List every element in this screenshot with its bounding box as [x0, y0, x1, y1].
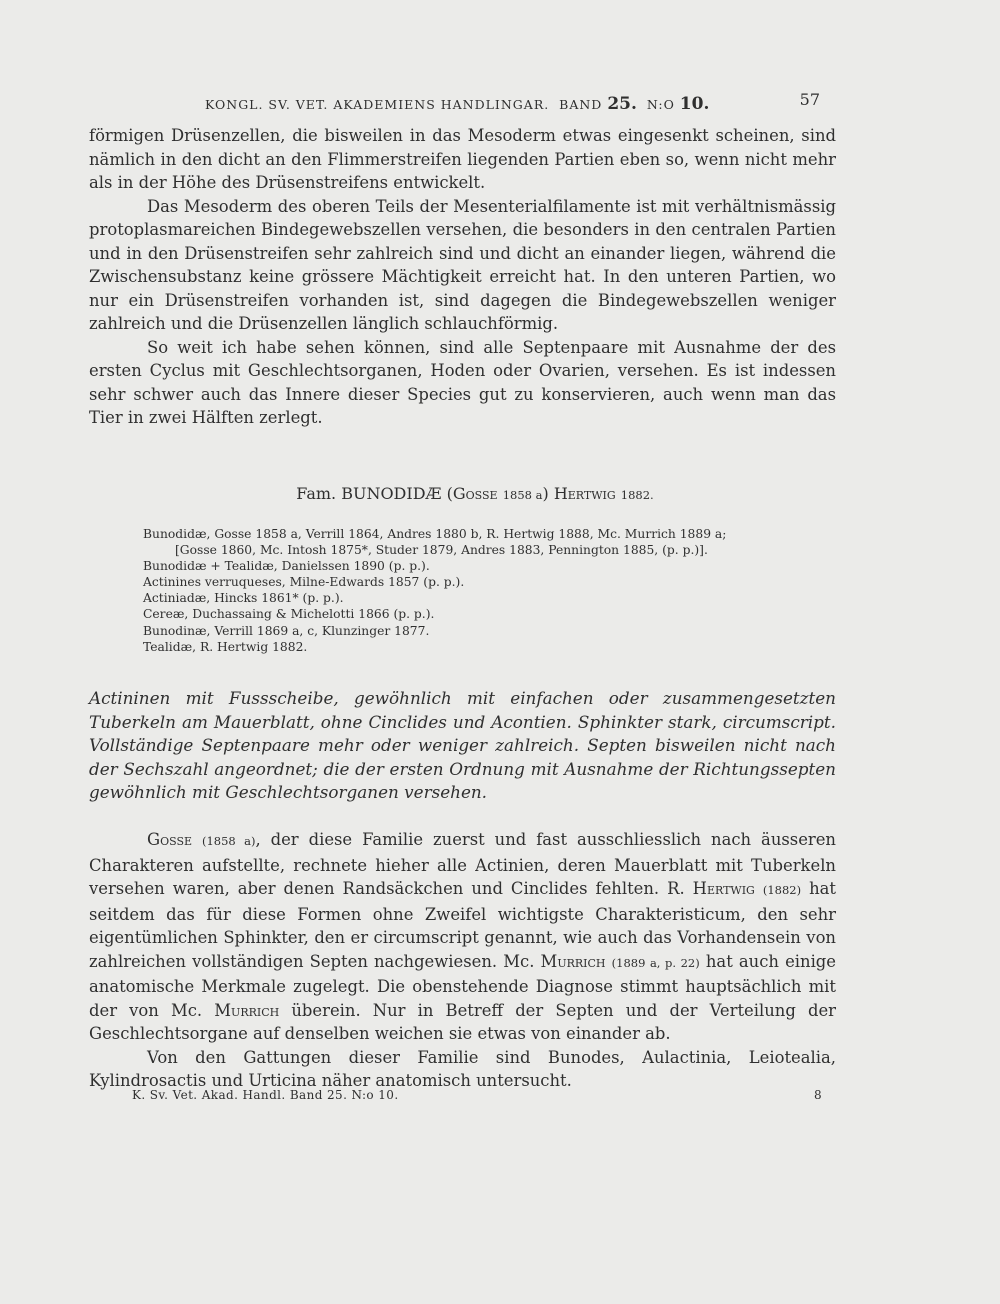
band-number: 25.: [607, 94, 637, 114]
synonym-line: Cereæ, Duchassaing & Michelotti 1866 (p. p.).: [143, 607, 435, 622]
family-diagnosis: Actininen mit Fussscheibe, gewöhnlich mit einfachen oder zusammengesetzten Tuberkeln am Mauerblatt, ohne Cinclides und Acontien. Sphinkter stark, circumscript. Vollständige Septenpaare mehr oder weniger zahlreich. Septen bisweilen nicht nach der Sechszahl angeordnet; die der ersten Ordnung mit Ausnahme der Richtungssepten gewöhnlich mit Geschlechtsorganen versehen.: [89, 688, 836, 802]
paragraph-1: förmigen Drüsenzellen, die bisweilen in das Mesoderm etwas eingesenkt scheinen, sind nämlich in den dicht an den Flimmerstreifen liegenden Partien eben so, wenn nicht mehr als in der Höhe des Drüsenstreifens entwickelt.: [89, 126, 836, 192]
nr-label: N:O: [646, 97, 675, 112]
synonym-line: Bunodinæ, Verrill 1869 a, c, Klunzinger 1877.: [143, 623, 430, 638]
synonymy-list: [143, 526, 843, 655]
synonym-line: [Gosse 1860, Mc. Intosh 1875*, Studer 1879, Andres 1883, Pennington 1885, (p. p.)].: [175, 543, 708, 558]
running-header: [205, 90, 820, 114]
page-number: 57: [799, 90, 820, 109]
band-label: BAND: [559, 97, 603, 112]
nr-number: 10.: [679, 94, 710, 114]
paragraph-2: Das Mesoderm des oberen Teils der Mesenterialfilamente ist mit verhältnismässig protoplasmareichen Bindegewebszellen versehen, die besonders in den centralen Partien und in den Drüsenstreifen sehr zahlreich sind und dicht an einander liegen, während die Zwischensubstanz keine grössere Mächtigkeit erreicht hat. In den unteren Partien, wo nur ein Drüsenstreifen vorhanden ist, sind dagegen die Bindegewebszellen weniger zahlreich und die Drüsenzellen länglich schlauchförmig.: [89, 196, 836, 333]
synonym-line: Tealidæ, R. Hertwig 1882.: [143, 639, 308, 654]
signature-mark: 8: [813, 1088, 822, 1102]
synonym-line: Actinines verruqueses, Milne-Edwards 1857 (p. p.).: [143, 575, 465, 590]
running-title: KONGL. SV. VET. AKADEMIENS HANDLINGAR.: [205, 97, 550, 112]
synonym-line: Actiniadæ, Hincks 1861* (p. p.).: [143, 591, 344, 606]
synonym-line: Bunodidæ + Tealidæ, Danielssen 1890 (p. p.).: [143, 559, 430, 574]
body-text-top: [89, 124, 836, 430]
page-footer: [132, 1088, 822, 1102]
body-text-bottom: [89, 828, 836, 1093]
paragraph-genera: Von den Gattungen dieser Familie sind Bunodes, Aulactinia, Leiotealia, Kylindrosactis und Urticina näher anatomisch untersucht.: [89, 1047, 836, 1090]
paragraph-discussion: Gosse (1858 a), der diese Familie zuerst und fast ausschliesslich nach äusseren Charakteren aufstellte, rechnete hieher alle Actinien, deren Mauerblatt mit Tuberkeln versehen waren, aber denen Randsäckchen und Cinclides fehlten. R. Hertwig (1882) hat seitdem das für diese Formen ohne Zweifel wichtigste Charakteristicum, den sehr eigentümlichen Sphinkter, den er circumscript genannt, wie auch das Vorhandensein von zahlreichen vollständigen Septen nachgewiesen. Mc. Murrich (1889 a, p. 22) hat auch einige anatomische Merkmale zugelegt. Die obenstehende Diagnose stimmt hauptsächlich mit der von Mc. Murrich überein. Nur in Betreff der Septen und der Verteilung der Geschlechtsorgane auf denselben weichen sie etwas von einander ab.: [89, 830, 837, 1043]
paragraph-3: So weit ich habe sehen können, sind alle Septenpaare mit Ausnahme der des ersten Cyclus mit Geschlechtsorganen, Hoden oder Ovarien, versehen. Es ist indessen sehr schwer auch das Innere dieser Species gut zu konservieren, auch wenn man das Tier in zwei Hälften zerlegt.: [89, 337, 836, 427]
synonym-line: Bunodidæ, Gosse 1858 a, Verrill 1864, Andres 1880 b, R. Hertwig 1888, Mc. Murrich 1889 a;: [143, 527, 727, 541]
family-heading: Fam. BUNODIDÆ (Gosse 1858 a) Hertwig 1882.: [296, 484, 654, 503]
footer-citation: K. Sv. Vet. Akad. Handl. Band 25. N:o 10.: [132, 1088, 399, 1102]
